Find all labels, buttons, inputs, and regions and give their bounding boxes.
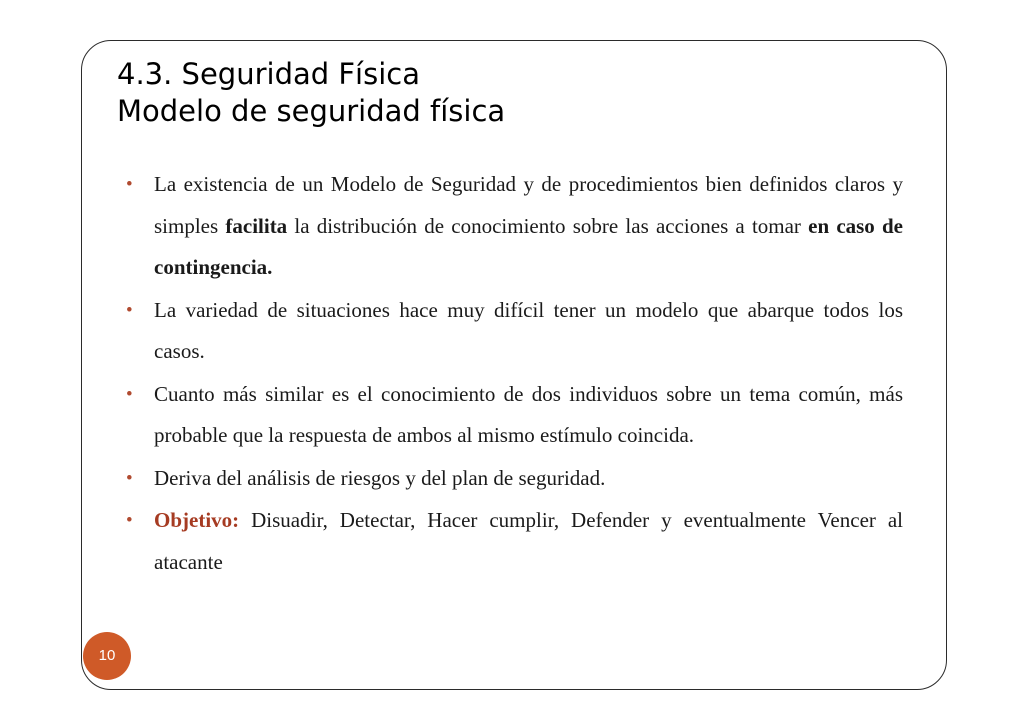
bullet-dot-icon: •: [126, 510, 133, 531]
bullet-item: [126, 164, 903, 289]
bullet-bold-text: en caso de contingencia.: [154, 213, 904, 279]
bullet-text: Disuadir, Detectar, Hacer cumplir, Defender y eventualmente Vencer al atacante: [154, 508, 903, 574]
bullet-list: [126, 164, 903, 584]
bullet-item: [126, 290, 903, 373]
bullet-item: [126, 374, 903, 457]
bullet-item: [126, 500, 903, 583]
bullet-text: La existencia de un Modelo de Seguridad y de procedimientos bien definidos claros y simples: [154, 172, 903, 238]
bullet-text: Deriva del análisis de riesgos y del plan de seguridad.: [154, 465, 606, 490]
bullet-bold-text: facilita: [225, 213, 288, 238]
title-line-2: Modelo de seguridad física: [117, 94, 506, 128]
bullet-text: La variedad de situaciones hace muy difícil tener un modelo que abarque todos los casos.: [154, 297, 903, 363]
bullet-text: Cuanto más similar es el conocimiento de dos individuos sobre un tema común, más probable que la respuesta de ambos al mismo estímulo coincida.: [154, 381, 903, 447]
title-line-1: 4.3. Seguridad Física: [117, 57, 420, 91]
bullet-text: la distribución de conocimiento sobre las acciones a tomar: [287, 213, 809, 238]
bullet-dot-icon: •: [126, 299, 133, 321]
page-number-badge: 10: [83, 632, 131, 680]
bullet-dot-icon: •: [126, 383, 133, 405]
objective-label: Objetivo:: [154, 508, 240, 532]
bullet-dot-icon: •: [126, 467, 133, 489]
bullet-dot-icon: •: [126, 174, 133, 195]
slide-title: [117, 56, 505, 130]
bullet-item: [126, 458, 903, 500]
